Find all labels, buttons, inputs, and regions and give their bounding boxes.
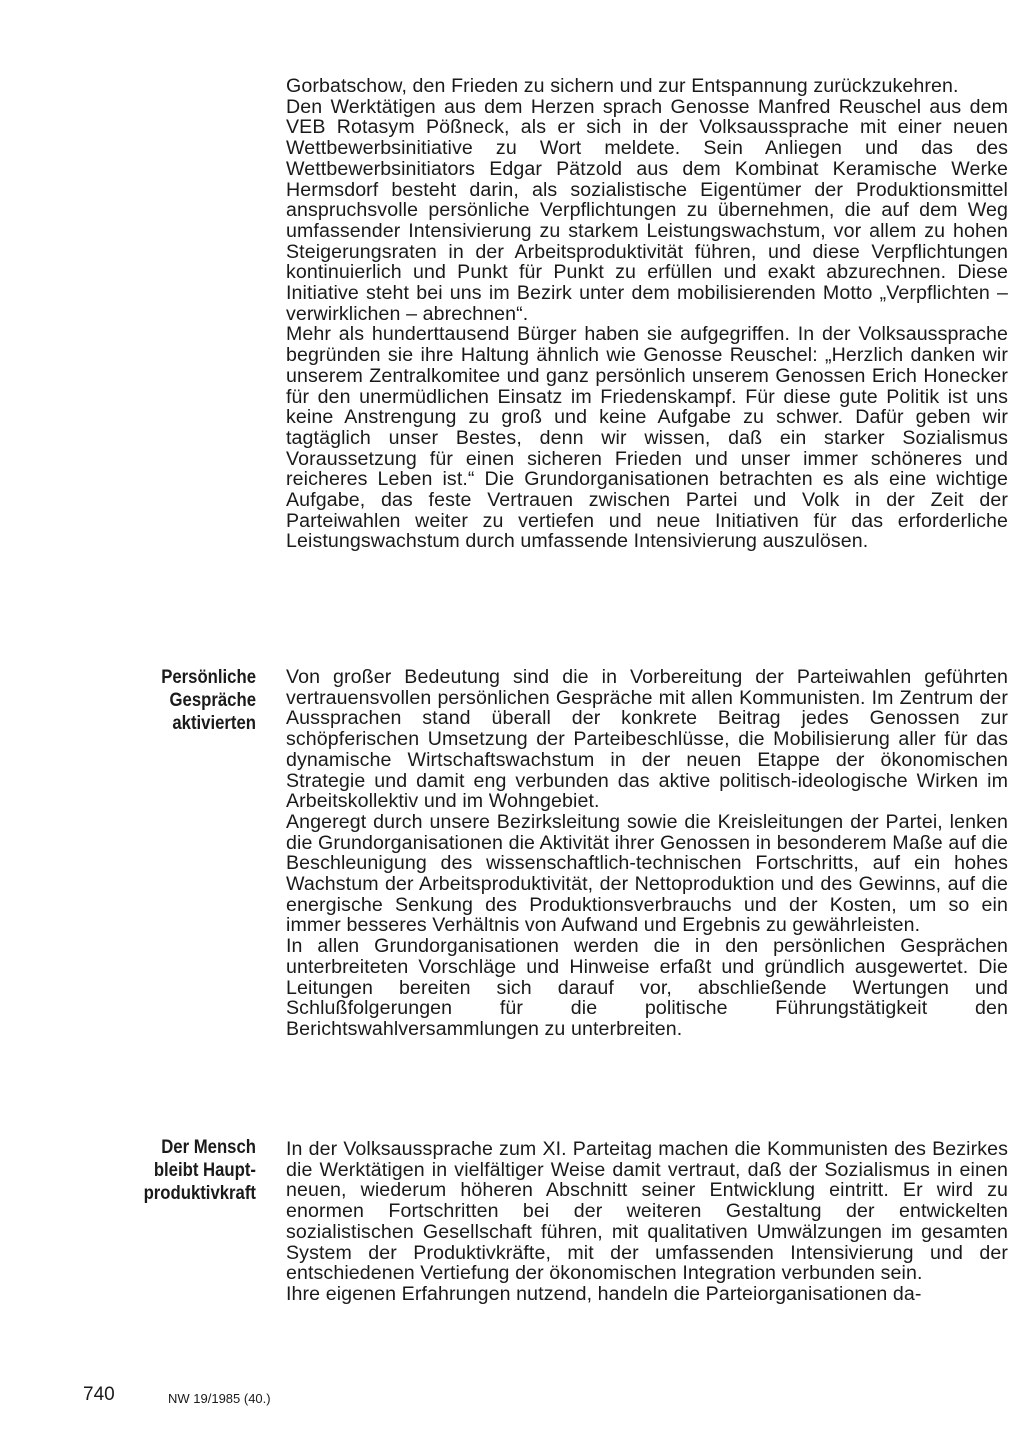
margin-heading-line: produktivkraft: [143, 1183, 256, 1204]
page-number: 740: [83, 1384, 115, 1405]
margin-heading-line: aktivierten: [172, 713, 256, 734]
paragraph: Ihre eigenen Erfahrungen nutzend, handeln die Parteiorganisationen da-: [286, 1282, 922, 1305]
margin-heading-line: Der Mensch: [161, 1137, 256, 1158]
article-block-2: [286, 667, 1008, 1040]
margin-heading-line: Persönliche: [161, 667, 256, 688]
paragraph: Gorbatschow, den Frieden zu sichern und zur Entspannung zurückzukehren.: [286, 75, 959, 97]
margin-heading-gespraeche: [115, 666, 256, 735]
margin-heading-line: Gespräche: [169, 690, 256, 711]
paragraph: Mehr als hunderttausend Bürger haben sie aufgegriffen. In der Volksaussprache begründen sie ihre Haltung ähnlich wie Genosse Reuschel: „Herzlich danken wir unserem Zentralkomitee und ganz persönlich unserem Genossen Erich Honecker für den unermüdlichen Einsatz im Friedenskampf. Für diese gute Politik ist uns keine Anstrengung zu groß und keine Aufgabe zu schwer. Dafür geben wir tagtäglich unser Bestes, denn wir wissen, daß ein starker Sozialismus Voraussetzung für einen sicheren Frieden und unser immer schöneres und reicheres Leben ist.“ Die Grundorganisationen betrachten es als eine wichtige Aufgabe, das feste Vertrauen zwischen Partei und Volk in der Zeit der Parteiwahlen weiter zu vertiefen und neue Initiativen für das erforderliche Leistungswachstum durch umfassende Intensivierung auszulösen.: [286, 323, 1008, 553]
paragraph: In allen Grundorganisationen werden die in den persönlichen Gesprächen unterbreiteten Vorschläge und Hinweise erfaßt und gründlich ausgewertet. Die Leitungen bereiten sich darauf vor, abschließende Wertungen und Schlußfolgerungen für die politische Führungstätigkeit den Berichtswahlversammlungen zu unterbreiten.: [286, 935, 1008, 1040]
source-reference: NW 19/1985 (40.): [168, 1391, 271, 1406]
paragraph: In der Volksaussprache zum XI. Parteitag machen die Kommunisten des Bezirkes die Werktätigen in vielfältiger Weise damit vertraut, daß der Sozialismus in einen neuen, wiederum höheren Abschnitt seiner Entwicklung eintritt. Er wird zu enormen Fortschritten bei der weiteren Gestaltung der entwickelten sozialistischen Gesellschaft führen, mit qualitativen Umwälzungen im gesamten System der Produktivkräfte, mit der umfassenden Intensivierung und der entschiedenen Vertiefung der ökonomischen Integration verbunden sein.: [286, 1138, 1008, 1285]
paragraph: Angeregt durch unsere Bezirksleitung sowie die Kreisleitungen der Partei, lenken die Grundorganisationen die Aktivität ihrer Genossen in besonderem Maße auf die Beschleunigung des wissenschaftlich-technischen Fortschritts, auf ein hohes Wachstum der Arbeitsproduktivität, der Nettoproduktion und des Gewinns, auf die energische Senkung des Produktionsverbrauchs und der Kosten, um so ein immer besseres Verhältnis von Aufwand und Ergebnis zu gewährleisten.: [286, 810, 1008, 937]
article-block-3: [286, 1139, 1008, 1305]
paragraph: Von großer Bedeutung sind die in Vorbereitung der Parteiwahlen geführten vertrauensvollen persönlichen Gespräche mit allen Kommunisten. Im Zentrum der Aussprachen stand überall der konkrete Beitrag jedes Genossen zur schöpferischen Umsetzung der Parteibeschlüsse, die Mobilisierung aller für das dynamische Wirtschaftswachstum in der neuen Etappe der ökonomischen Strategie und damit eng verbunden das aktive politisch-ideologische Wirken im Arbeitskollektiv und im Wohngebiet.: [286, 666, 1008, 813]
paragraph: Den Werktätigen aus dem Herzen sprach Genosse Manfred Reuschel aus dem VEB Rotasym Pößneck, als er sich in der Volksaussprache mit einer neuen Wettbewerbsinitiative zu Wort meldete. Sein Anliegen und das des Wettbewerbsinitiators Edgar Pätzold aus dem Kombinat Keramische Werke Hermsdorf besteht darin, als sozialistische Eigentümer der Produktionsmittel anspruchsvolle persönliche Verpflichtungen zu übernehmen, die auf dem Weg umfassender Intensivierung zu starkem Leistungswachstum, vor allem zu hohen Steigerungsraten in der Arbeitsproduktivität führen, und diese Verpflichtungen kontinuierlich und Punkt für Punkt zu erfüllen und exakt abzurechnen. Diese Initiative steht bei uns im Bezirk unter dem mobilisierenden Motto „Verpflichten – verwirklichen – abrechnen“.: [286, 95, 1008, 325]
margin-heading-mensch: [115, 1136, 256, 1205]
margin-heading-line: bleibt Haupt-: [153, 1160, 256, 1181]
article-block-1: [286, 76, 1008, 552]
